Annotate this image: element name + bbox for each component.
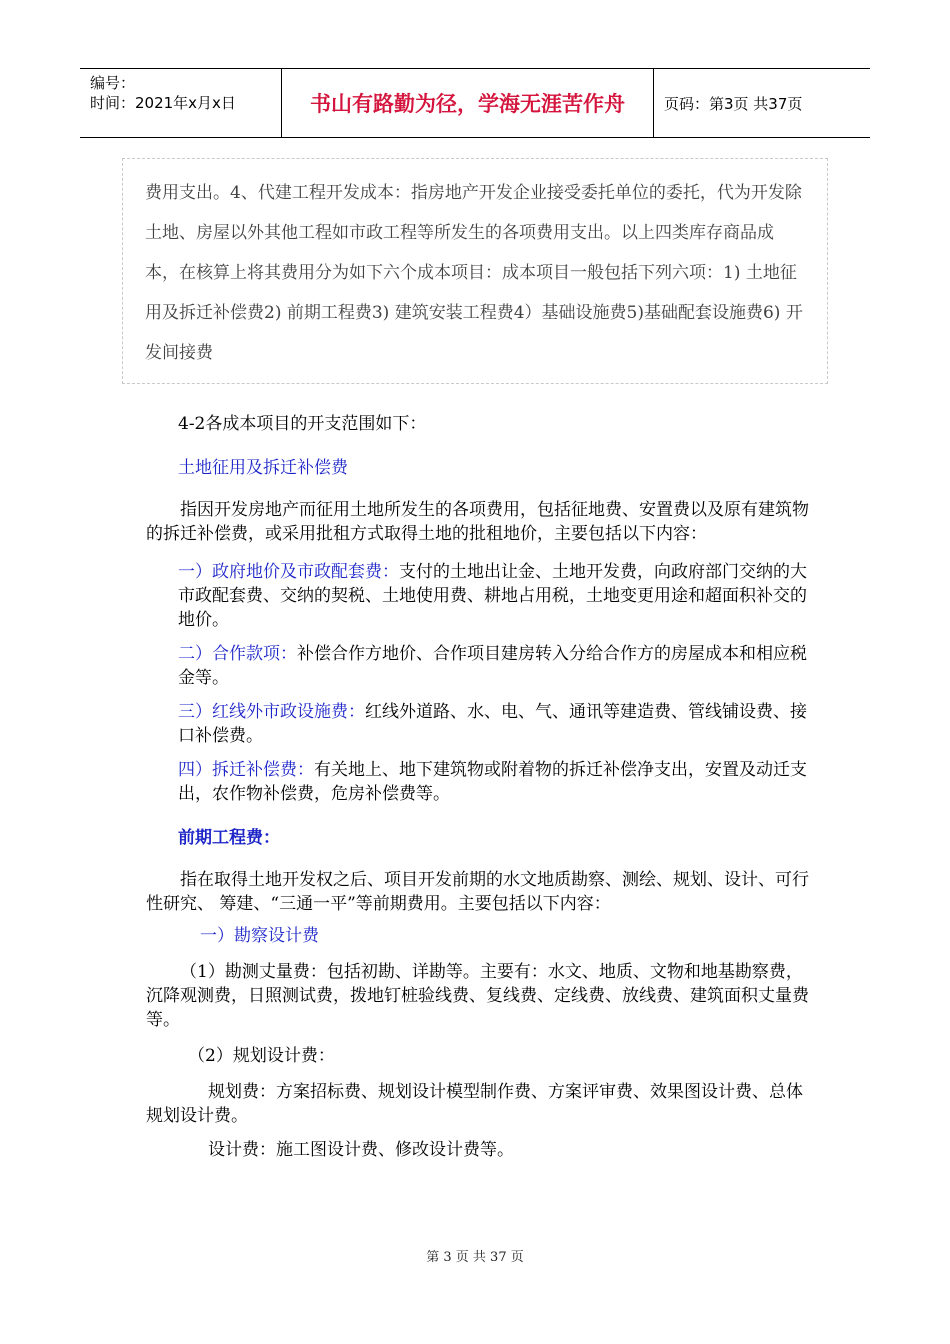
land-item-1 [146, 560, 810, 632]
land-item-4 [146, 758, 810, 806]
land-item-3-text: 红线外道路、水、电、气、通讯等建造费、管线铺设费、接口补偿费。 [178, 702, 807, 746]
header-meta [80, 69, 282, 137]
land-item-4-label: 四）拆迁补偿费： [178, 760, 314, 780]
document-body [146, 412, 810, 1162]
planning-fee: 规划费：方案招标费、规划设计模型制作费、方案评审费、效果图设计费、总体规划设计费。 [146, 1082, 803, 1126]
header-table [80, 68, 870, 138]
land-item-3-label: 三）红线外市政设施费： [178, 702, 365, 722]
design-fee: 设计费：施工图设计费、修改设计费等。 [208, 1140, 514, 1160]
early-heading: 前期工程费： [178, 828, 280, 848]
planning-title: （2）规划设计费： [188, 1046, 335, 1066]
number-label: 编号： [90, 74, 136, 92]
intro-text: 费用支出。4、代建工程开发成本：指房地产开发企业接受委托单位的委托，代为开发除土地、房屋以外其他工程如市政工程等所发生的各项费用支出。以上四类库存商品成本，在核算上将其费用分为如下六个成本项目：成本项目一般包括下列六项：1) 土地征用及拆迁补偿费2) 前期工程费3) 建筑安装工程费4）基础设施费5)基础配套设施费6) 开发间接费 [145, 183, 803, 363]
early-sub-heading: 一）勘察设计费 [200, 926, 319, 946]
land-desc: 指因开发房地产而征用土地所发生的各项费用，包括征地费、安置费以及原有建筑物的拆迁补偿费，或采用批租方式取得土地的批租地价，主要包括以下内容： [146, 500, 809, 544]
land-item-1-label: 一）政府地价及市政配套费： [178, 562, 399, 582]
land-item-2-text: 补偿合作方地价、合作项目建房转入分给合作方的房屋成本和相应税金等。 [178, 644, 807, 688]
land-item-2 [146, 642, 810, 690]
page-footer: 第 3 页 共 37 页 [426, 1250, 524, 1265]
land-item-4-text: 有关地上、地下建筑物或附着物的拆迁补偿净支出，安置及动迁支出，农作物补偿费，危房补偿费等。 [178, 760, 807, 804]
intro-box [122, 158, 828, 384]
early-desc: 指在取得土地开发权之后、项目开发前期的水文地质勘察、测绘、规划、设计、可行性研究、 筹建、“三通一平”等前期费用。主要包括以下内容： [146, 870, 809, 914]
land-item-1-text: 支付的土地出让金、土地开发费，向政府部门交纳的大市政配套费、交纳的契税、土地使用费、耕地占用税，土地变更用途和超面积补交的地价。 [178, 562, 807, 630]
header-page-info: 页码：第3页 共37页 [664, 94, 803, 113]
land-heading: 土地征用及拆迁补偿费 [178, 458, 348, 478]
land-item-2-label: 二）合作款项： [178, 644, 297, 664]
date-label: 时间：2021年x月x日 [90, 94, 236, 112]
header-motto: 书山有路勤为径，学海无涯苦作舟 [282, 69, 654, 137]
range-title: 4-2各成本项目的开支范围如下： [178, 414, 427, 434]
land-item-3 [146, 700, 810, 748]
survey-fee: （1）勘测丈量费：包括初勘、详勘等。主要有：水文、地质、文物和地基勘察费，沉降观测费，日照测试费，拨地钉桩验线费、复线费、定线费、放线费、建筑面积丈量费等。 [146, 962, 809, 1030]
